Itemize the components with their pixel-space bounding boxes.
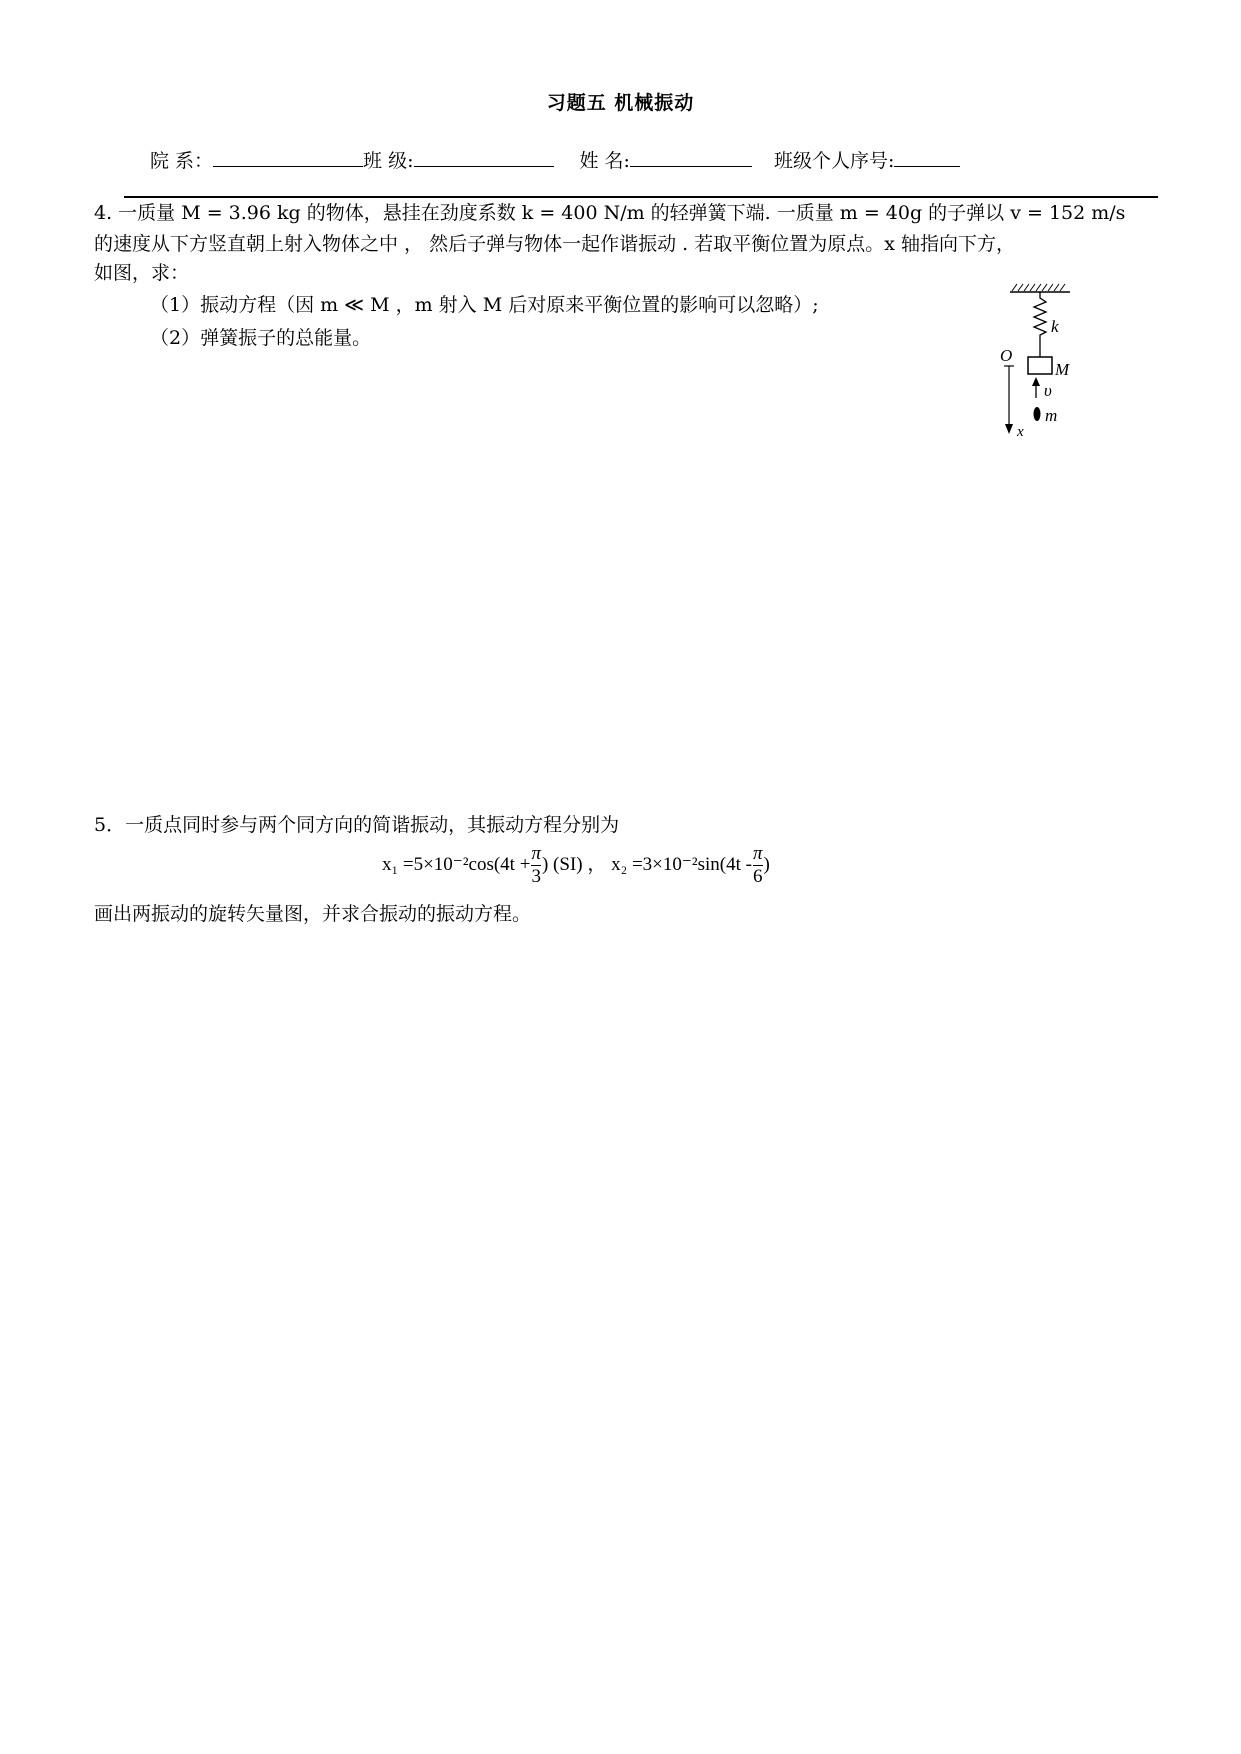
origin-label: O (1000, 346, 1013, 365)
x1-phase-numerator: π (531, 843, 541, 864)
seat-blank[interactable] (894, 148, 960, 167)
problem4-line1: 4. 一质量 M = 3.96 kg 的物体，悬挂在劲度系数 k = 400 N/m 的轻弹簧下端. 一质量 m = 40g 的子弹以 v = 152 m/s (94, 202, 1126, 224)
dept-label: 院 系： (150, 150, 214, 172)
name-blank[interactable] (630, 148, 752, 167)
x1-equation-right: ) (SI) ， x₂ =3×10⁻²sin(4t - (541, 853, 752, 875)
x-axis-arrow-icon (1005, 424, 1013, 434)
problem5-line2: 画出两振动的旋转矢量图，并求合振动的振动方程。 (94, 903, 532, 925)
bullet-label: m (1045, 406, 1058, 425)
bullet-icon (1034, 407, 1041, 421)
vibration-equations (382, 843, 770, 888)
x1-equation-left: x₁ =5×10⁻²cos(4t + (382, 853, 531, 875)
spring-label: k (1051, 317, 1059, 336)
x1-phase-fraction (531, 843, 541, 888)
mass-block (1028, 357, 1052, 374)
x2-phase-denominator: 6 (753, 866, 763, 887)
velocity-arrow-icon (1032, 377, 1040, 386)
x1-phase-denominator: 3 (531, 866, 541, 887)
spring (1034, 292, 1046, 357)
problem4-item2: （2）弹簧振子的总能量。 (150, 327, 372, 349)
spring-mass-diagram (1000, 280, 1090, 440)
class-label: 班 级: (363, 150, 414, 172)
page-title: 习题五 机械振动 (546, 92, 695, 114)
x2-phase-numerator: π (752, 843, 763, 864)
axis-label: x (1017, 424, 1024, 440)
class-blank[interactable] (414, 148, 554, 167)
x2-phase-fraction (753, 843, 763, 888)
problem4-item1: （1）振动方程（因 m ≪ M ，m 射入 M 后对原来平衡位置的影响可以忽略）; (150, 294, 819, 316)
problem4-line3: 如图，求： (94, 262, 190, 284)
problem5-line1: 5．一质点同时参与两个同方向的简谐振动，其振动方程分别为 (94, 814, 620, 836)
problem4-line2: 的速度从下方竖直朝上射入物体之中 ， 然后子弹与物体一起作谐振动 . 若取平衡位置为原点。x 轴指向下方， (94, 233, 1015, 255)
name-label: 姓 名: (579, 150, 630, 172)
student-info-row (150, 146, 960, 173)
seat-label: 班级个人序号: (773, 150, 895, 172)
velocity-label: υ (1044, 381, 1052, 400)
x2-equation-right: ) (763, 853, 770, 875)
dept-blank[interactable] (213, 148, 363, 167)
mass-label: M (1055, 360, 1070, 379)
ceiling-hatch (1010, 284, 1070, 292)
